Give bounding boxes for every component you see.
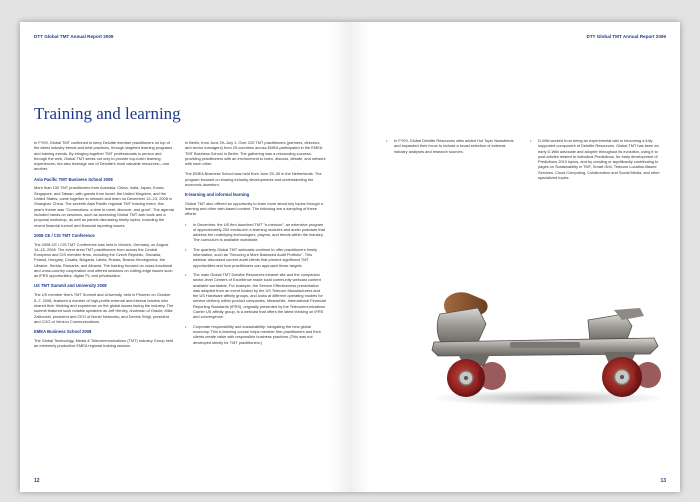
- body-paragraph: Global TMT also offered an opportunity to learn more about key topics through e-learning and other web-based content. The following are a sampling of these efforts:: [185, 200, 325, 217]
- body-paragraph: The Global Technology, Media & Telecommunications (TMT) Industry Group held an extremely productive EMEA regional training session: [34, 337, 174, 349]
- bullet-list: [386, 138, 516, 154]
- list-item: • The main Global TMT Deloitte Resources intranet site and the companion sector-level Centers of Excellence made local community webcast content available worldwide. For example, the Service Effectiveness presentation was adapted from an event hosted by the US Telecom Manufacturers and the US Hardware affinity groups, and looks at different operating models for service delivery within product companies. Meanwhile, International Financial Reporting Standards (IFRS), originally presented by the Telecommunications Carrier US affinity group, is a webcast that offers the latest thinking on IFRS and convergence.: [185, 272, 326, 320]
- column-d: [530, 138, 660, 185]
- section-heading: E-learning and informal learning: [185, 191, 250, 197]
- list-item: • In December, the US firm launched TMT "e-mersion", an extensive program of approximately 200 media-rich e-learning modules and audio podcasts that address the underlying technologies, players, and trends within the industry. The curriculum is available worldwide.: [185, 222, 326, 243]
- bullet-list: [530, 138, 660, 180]
- section-heading: EMEA Business School 2008: [34, 328, 92, 334]
- page-title: Training and learning: [34, 104, 181, 123]
- body-paragraph: In FY09, Global TMT continued to keep Deloitte member practitioners on top of the latest industry trends and best practices, through targeted learning programs and training events. By bringing together TMT professionals in person and through the web, Global TMT seeks not only to provide top-notch learning experiences, but also leverage one of Deloitte's most valuable resources—one another.: [34, 140, 173, 172]
- body-paragraph: The EMEA Business School was held from June 29–30 in the Netherlands. The program focused on sharing industry developments and understanding the economic downturn.: [185, 171, 322, 187]
- list-item: • D-Wiki worked from being an experimental wiki to becoming a fully supported component of Deloitte Resources. Global TMT has been an early D-Wiki advocate and adopter throughout its evolution, using it to post articles related to individual Predictions, for early development of Predictions 2010 topics, and by creating or significantly contributing to pages on Sustainability in TMT, Smart Grid, Telecom Location-Based Services, Cloud Computing, Collaboration and Social Media, and other specialized topics.: [530, 138, 660, 180]
- section-heading: US TMT Summit and University 2008: [34, 283, 107, 289]
- bullet-list: [185, 222, 326, 345]
- column-c: [386, 138, 516, 159]
- page-number: 13: [660, 478, 666, 484]
- report-spread: [20, 22, 680, 492]
- right-page: [350, 22, 680, 492]
- list-item: • The quarterly Global TMT webcasts continue to offer practitioners timely information, such as "Securing a More Balanced Audit Portfolio". This webinar discussed current audit clients that present significant TMT opportunities and how practitioners can approach these targets.: [185, 247, 326, 268]
- section-heading: Asia Pacific TMT Business School 2008: [34, 176, 113, 182]
- body-paragraph: The US member firm's TMT Summit and University, held in Phoenix on October 5–7, 2008, featured a number of high-profile external and internal leaders who shared their thinking and experience on the global issues facing the industry. The summit featured such notable speakers as Jeff Henley, chairman of Oracle; Mike Zafirovski, president and CEO of Nortel Networks; and Dennis Strigl, president and COO of Verizon Communications.: [34, 292, 174, 324]
- roller-skate-illustration: [418, 280, 678, 410]
- roller-skate-icon: [418, 280, 678, 410]
- page-number: 12: [34, 478, 40, 484]
- list-item: • Corporate responsibility and sustainability: navigating the new global economy. This e-learning course helps member firm practitioners and their clients create value with responsible business practices (This was not developed strictly for TMT practitioners.): [185, 324, 326, 345]
- column-b: [185, 140, 326, 350]
- left-page: [20, 22, 350, 492]
- running-head: DTT Global TMT Annual Report 2009: [34, 34, 114, 39]
- body-paragraph: More than 130 TMT practitioners from Australia, China, India, Japan, Korea, Singapore, and Taiwan, with guests from Israel, the United Kingdom, and the United States, came together to network and learn on December 12–13, 2008 in Shanghai, China. The seventh Asia Pacific regional TMT training event, this year's theme was "Connections: a time to meet, discover, and grow". The agenda included hands-on sessions, such as accessing Global TMT web tools and a proposal workshop, as well as panels discussing timely topics, including the recent financial turmoil and financial reporting issues.: [34, 185, 174, 228]
- section-heading: 2008 CE / CIS TMT Conference: [34, 232, 95, 238]
- column-a: [34, 140, 175, 353]
- body-paragraph: The 2008 CE / CIS TMT Conference was held in Munich, Germany, on August 14–15, 2008. The event drew TMT practitioners from across the Central European and CIS member firms, including the Czech Republic, Slovakia, Poland, Hungary, Croatia, Bulgaria, Latvia, Russia, Bosnia Herzegovina, the Ukraine, Serbia, Romania, and Albania. The training focused on cross-functional and cross-country cooperation and offered sessions on cutting-edge issues such as IFRS opportunities, digital TV, and privatization.: [34, 241, 173, 279]
- body-paragraph: in Berlin, from June 29–July 1. Over 220 TMT practitioners (partners, directors, and senior managers) from 25 countries across EMEA participated in the EMEA TMT Business School in Berlin. The gathering was a resounding success, providing practitioners with an environment to learn, discuss, debate, and network with each other.: [185, 140, 326, 167]
- list-item: • In FY09, Global Deloitte Resources sites added Hot Topic Newsfeeds and expanded their focus to include a broad selection of external industry analyses and research sources.: [386, 138, 516, 154]
- running-head: DTT Global TMT Annual Report 2009: [586, 34, 666, 39]
